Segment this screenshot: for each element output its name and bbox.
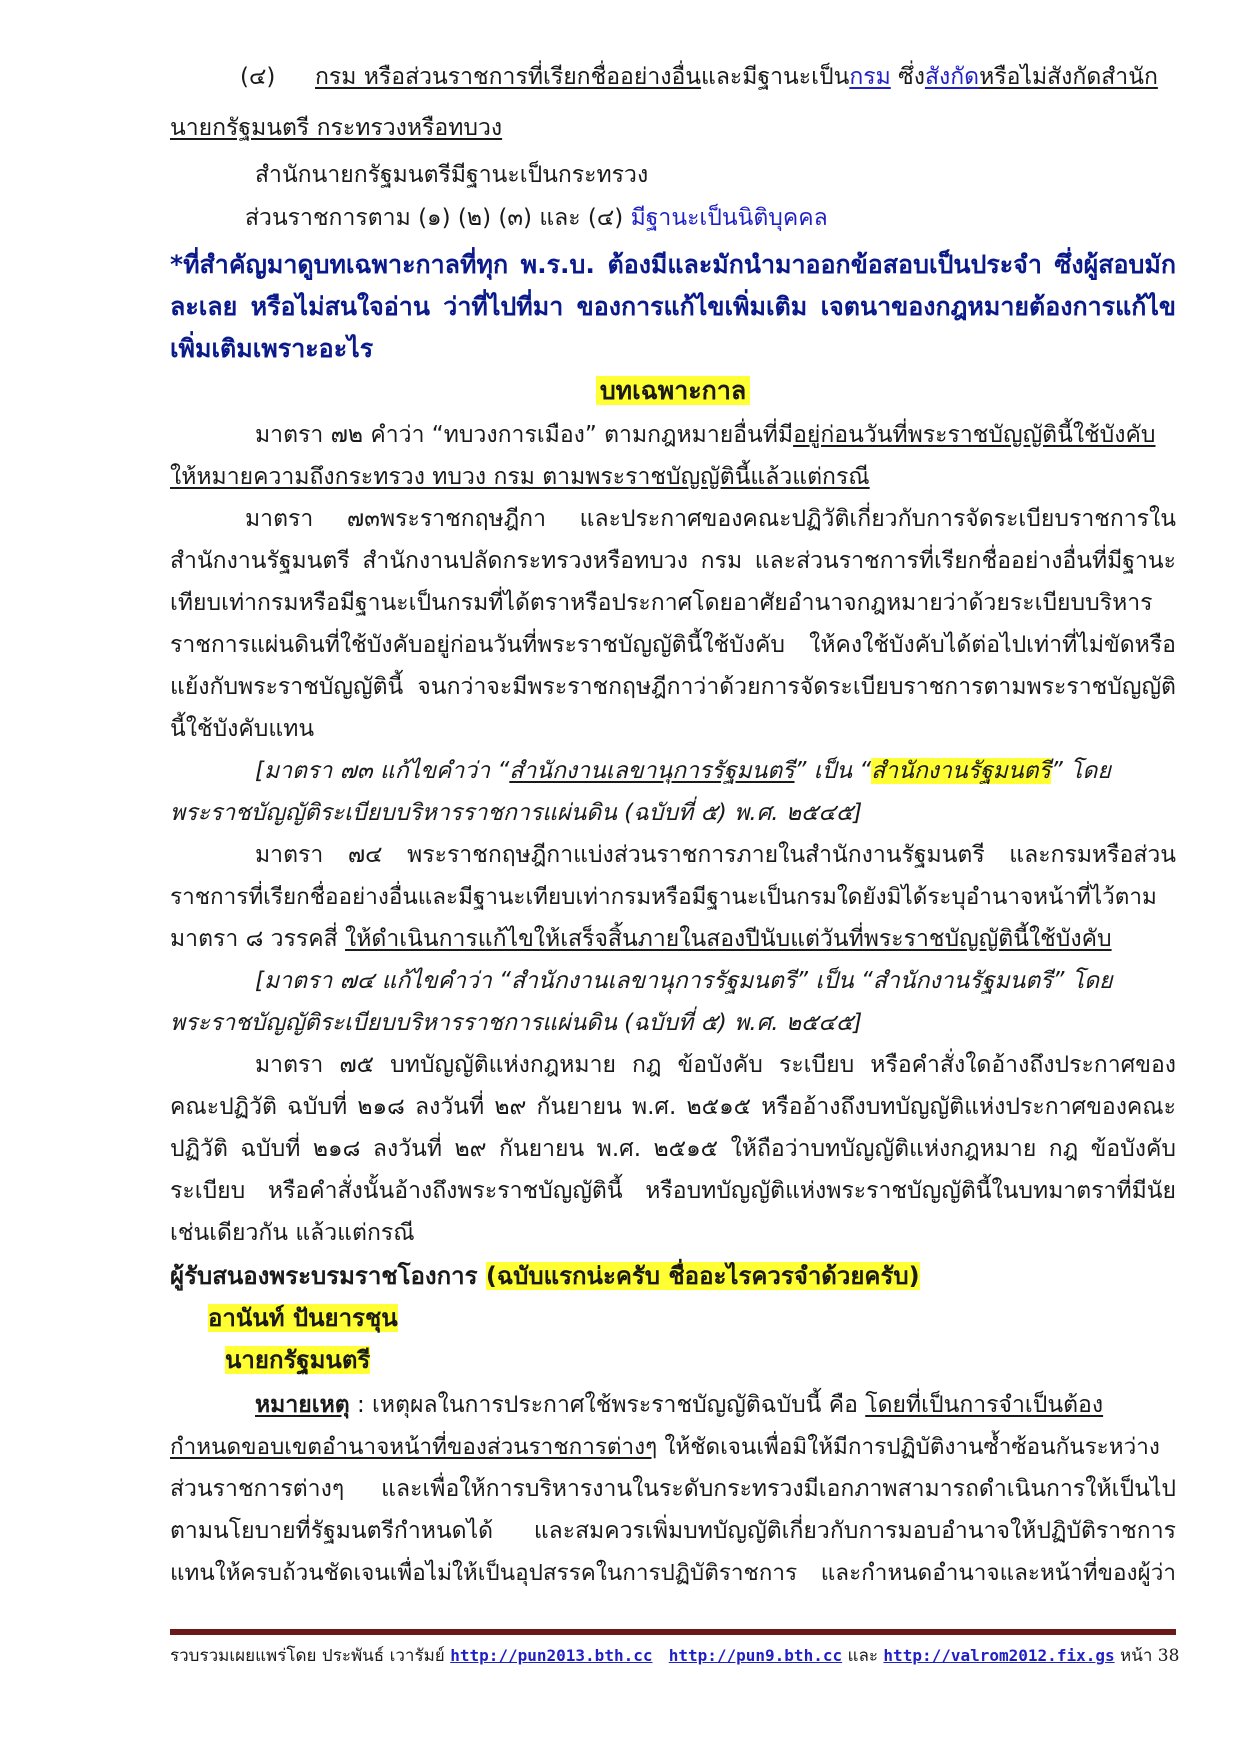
text-line bbox=[170, 113, 1176, 143]
footer-divider bbox=[170, 1629, 1176, 1635]
text-segment: ให้ดำเนินการแก้ไขให้เสร็จสิ้นภายในสองปีนับแต่วันที่พระราชบัญญัตินี้ใช้บังคับ bbox=[345, 926, 1112, 952]
text-segment: สำนักงานเลขานุการรัฐมนตรี bbox=[509, 758, 795, 784]
text-line: ปฏิวัติ ฉบับที่ ๒๑๘ ลงวันที่ ๒๙ กันยายน พ.ศ. ๒๕๑๕ ให้ถือว่าบทบัญญัติแห่งกฎหมาย กฎ ข้อบังคับ bbox=[170, 1136, 1176, 1162]
footer-link-valrom[interactable]: http://valrom2012.fix.gs bbox=[883, 1646, 1115, 1665]
text-line: แย้งกับพระราชบัญญัตินี้ จนกว่าจะมีพระราชกฤษฎีกาว่าด้วยการจัดระเบียบราชการตามพระราชบัญญัติ bbox=[170, 674, 1176, 700]
text-line bbox=[170, 1432, 1176, 1462]
text-line: เช่นเดียวกัน แล้วแต่กรณี bbox=[170, 1220, 415, 1246]
text-segment: ซึ่ง bbox=[890, 64, 925, 90]
amendment-line: [มาตรา ๗๔ แก้ไขคำว่า “สำนักงานเลขานุการรัฐมนตรี” เป็น “สำนักงานรัฐมนตรี” โดย bbox=[255, 968, 1113, 994]
text-line bbox=[170, 203, 1176, 233]
text-line: นี้ใช้บังคับแทน bbox=[170, 716, 315, 742]
text-line: สำนักนายกรัฐมนตรีมีฐานะเป็นกระทรวง bbox=[255, 162, 649, 188]
text-segment: มาตรา ๗๒ คำว่า “ทบวงการเมือง” ตามกฎหมายอื่นที่มี bbox=[255, 422, 794, 448]
link-text[interactable]: สังกัด bbox=[924, 64, 980, 90]
highlighted-text: นายกรัฐมนตรี bbox=[225, 1346, 371, 1374]
text-segment: อยู่ก่อนวันที่พระราชบัญญัตินี้ใช้บังคับ bbox=[793, 422, 1156, 448]
text-segment: มีฐานะเป็นนิติบุคคล bbox=[630, 205, 828, 231]
text-line: ส่วนราชการต่างๆ และเพื่อให้การบริหารงานในระดับกระทรวงมีเอกภาพสามารถดำเนินการให้เป็นไป bbox=[170, 1476, 1176, 1502]
amendment-line: พระราชบัญญัติระเบียบบริหารราชการแผ่นดิน (ฉบับที่ ๕) พ.ศ. ๒๕๔๕] bbox=[170, 1010, 863, 1036]
page-footer bbox=[170, 1645, 1180, 1667]
text-line: สำนักงานรัฐมนตรี สำนักงานปลัดกระทรวงหรือทบวง กรม และส่วนราชการที่เรียกชื่ออย่างอื่นที่มีฐานะ bbox=[170, 548, 1176, 574]
remark-line bbox=[170, 1390, 1176, 1420]
note-line: ละเลย หรือไม่สนใจอ่าน ว่าที่ไปที่มา ของการแก้ไขเพิ่มเติม เจตนาของกฎหมายต้องการแก้ไข bbox=[170, 292, 1176, 321]
amendment-line bbox=[170, 756, 1176, 786]
page-number: หน้า 38 bbox=[1114, 1646, 1180, 1666]
text-segment: กำหนดขอบเขตอำนาจหน้าที่ของส่วนราชการต่างๆ bbox=[170, 1434, 658, 1460]
text-line: ราชการที่เรียกชื่ออย่างอื่นและมีฐานะเทียบเท่ากรมหรือมีฐานะเป็นกรมใดยังมิได้ระบุอำนาจหน้าที่ไว้ตาม bbox=[170, 884, 1157, 910]
text-segment: : เหตุผลในการประกาศใช้พระราชบัญญัติฉบับนี้ คือ bbox=[349, 1392, 866, 1418]
text-segment: กรม หรือส่วนราชการที่เรียกชื่ออย่างอื่น bbox=[315, 64, 702, 90]
text-line: ราชการแผ่นดินที่ใช้บังคับอยู่ก่อนวันที่พระราชบัญญัตินี้ใช้บังคับ ให้คงใช้บังคับได้ต่อไปเท่าที่ไม่ขัดหรือ bbox=[170, 632, 1176, 658]
text-segment: มาตรา ๘ วรรคสี่ bbox=[170, 926, 346, 952]
text-segment: ให้ชัดเจนเพื่อมิให้มีการปฏิบัติงานซ้ำซ้อนกันระหว่าง bbox=[657, 1434, 1160, 1460]
text-segment: ส่วนราชการตาม (๑) (๒) (๓) และ (๔) bbox=[245, 205, 631, 231]
highlighted-text: อานันท์ ปันยารชุน bbox=[208, 1304, 398, 1332]
text-line bbox=[170, 420, 1176, 450]
heading-text: บทเฉพาะกาล bbox=[596, 376, 750, 405]
signatory-name bbox=[170, 1303, 1176, 1333]
text-line: มาตรา ๗๓พระราชกฤษฎีกา และประกาศของคณะปฏิวัติเกี่ยวกับการจัดระเบียบราชการใน bbox=[245, 506, 1176, 532]
text-segment: โดยที่เป็นการจำเป็นต้อง bbox=[865, 1392, 1104, 1418]
footer-and: และ bbox=[842, 1646, 884, 1666]
footer-link-pun2013[interactable]: http://pun2013.bth.cc bbox=[450, 1646, 653, 1665]
text-line: ตามนโยบายที่รัฐมนตรีกำหนดได้ และสมควรเพิ่มบทบัญญัติเกี่ยวกับการมอบอำนาจให้ปฏิบัติราชการ bbox=[170, 1518, 1176, 1544]
item-4-line bbox=[170, 62, 1176, 92]
text-segment: ผู้รับสนองพระบรมราชโองการ bbox=[170, 1262, 486, 1290]
text-segment: ” โดย bbox=[1050, 758, 1111, 784]
note-line: เพิ่มเติมเพราะอะไร bbox=[170, 334, 374, 363]
text-line: แทนให้ครบถ้วนชัดเจนเพื่อไม่ให้เป็นอุปสรรคในการปฏิบัติราชการ และกำหนดอำนาจและหน้าที่ของผู้ว่า bbox=[170, 1560, 1176, 1586]
remark-label: หมายเหตุ bbox=[255, 1392, 350, 1418]
note-line: *ที่สำคัญมาดูบทเฉพาะกาลที่ทุก พ.ร.บ. ต้องมีและมักนำมาออกข้อสอบเป็นประจำ ซึ่งผู้สอบมัก bbox=[170, 250, 1176, 279]
link-text[interactable]: กรม bbox=[849, 64, 891, 90]
text-line: คณะปฏิวัติ ฉบับที่ ๒๑๘ ลงวันที่ ๒๙ กันยายน พ.ศ. ๒๕๑๕ หรืออ้างถึงบทบัญญัติแห่งประกาศของคณะ bbox=[170, 1094, 1176, 1120]
text-segment: นายกรัฐมนตรี กระทรวงหรือทบวง bbox=[170, 115, 503, 141]
text-segment: [มาตรา ๗๓ แก้ไขคำว่า “ bbox=[255, 758, 510, 784]
text-segment: ” เป็น “ bbox=[794, 758, 872, 784]
text-line: เทียบเท่ากรมหรือมีฐานะเป็นกรมที่ได้ตราหรือประกาศโดยอาศัยอำนาจกฎหมายว่าด้วยระเบียบบริหาร bbox=[170, 590, 1153, 616]
amendment-line: พระราชบัญญัติระเบียบบริหารราชการแผ่นดิน (ฉบับที่ ๕) พ.ศ. ๒๕๔๕] bbox=[170, 800, 863, 826]
section-heading bbox=[170, 374, 1176, 408]
footer-link-pun9[interactable]: http://pun9.bth.cc bbox=[668, 1646, 843, 1665]
text-segment: หรือไม่สังกัดสำนัก bbox=[979, 64, 1158, 90]
text-line: มาตรา ๗๔ พระราชกฤษฎีกาแบ่งส่วนราชการภายในสำนักงานรัฐมนตรี และกรมหรือส่วน bbox=[255, 842, 1176, 868]
signatory-title bbox=[170, 1345, 1176, 1375]
footer-credit: รวบรวมเผยแพร่โดย ประพันธ์ เวารัมย์ bbox=[170, 1646, 451, 1666]
text-line: มาตรา ๗๕ บทบัญญัติแห่งกฎหมาย กฎ ข้อบังคับ ระเบียบ หรือคำสั่งใดอ้างถึงประกาศของ bbox=[255, 1052, 1176, 1078]
highlighted-text: สำนักงานรัฐมนตรี bbox=[871, 758, 1051, 784]
countersign-line bbox=[170, 1261, 1176, 1291]
text-line: ระเบียบ หรือคำสั่งนั้นอ้างถึงพระราชบัญญัตินี้ หรือบทบัญญัติแห่งพระราชบัญญัตินี้ในบทมาตราที่มีนัย bbox=[170, 1178, 1176, 1204]
item-number: (๔) bbox=[240, 64, 276, 90]
text-line bbox=[170, 924, 1176, 954]
text-line bbox=[170, 462, 1176, 492]
text-segment: ให้หมายความถึงกระทรวง ทบวง กรม ตามพระราชบัญญัตินี้แล้วแต่กรณี bbox=[170, 464, 870, 490]
highlighted-text: (ฉบับแรกน่ะครับ ชื่ออะไรควรจำด้วยครับ) bbox=[485, 1262, 920, 1290]
text-segment: และมีฐานะเป็น bbox=[701, 64, 850, 90]
